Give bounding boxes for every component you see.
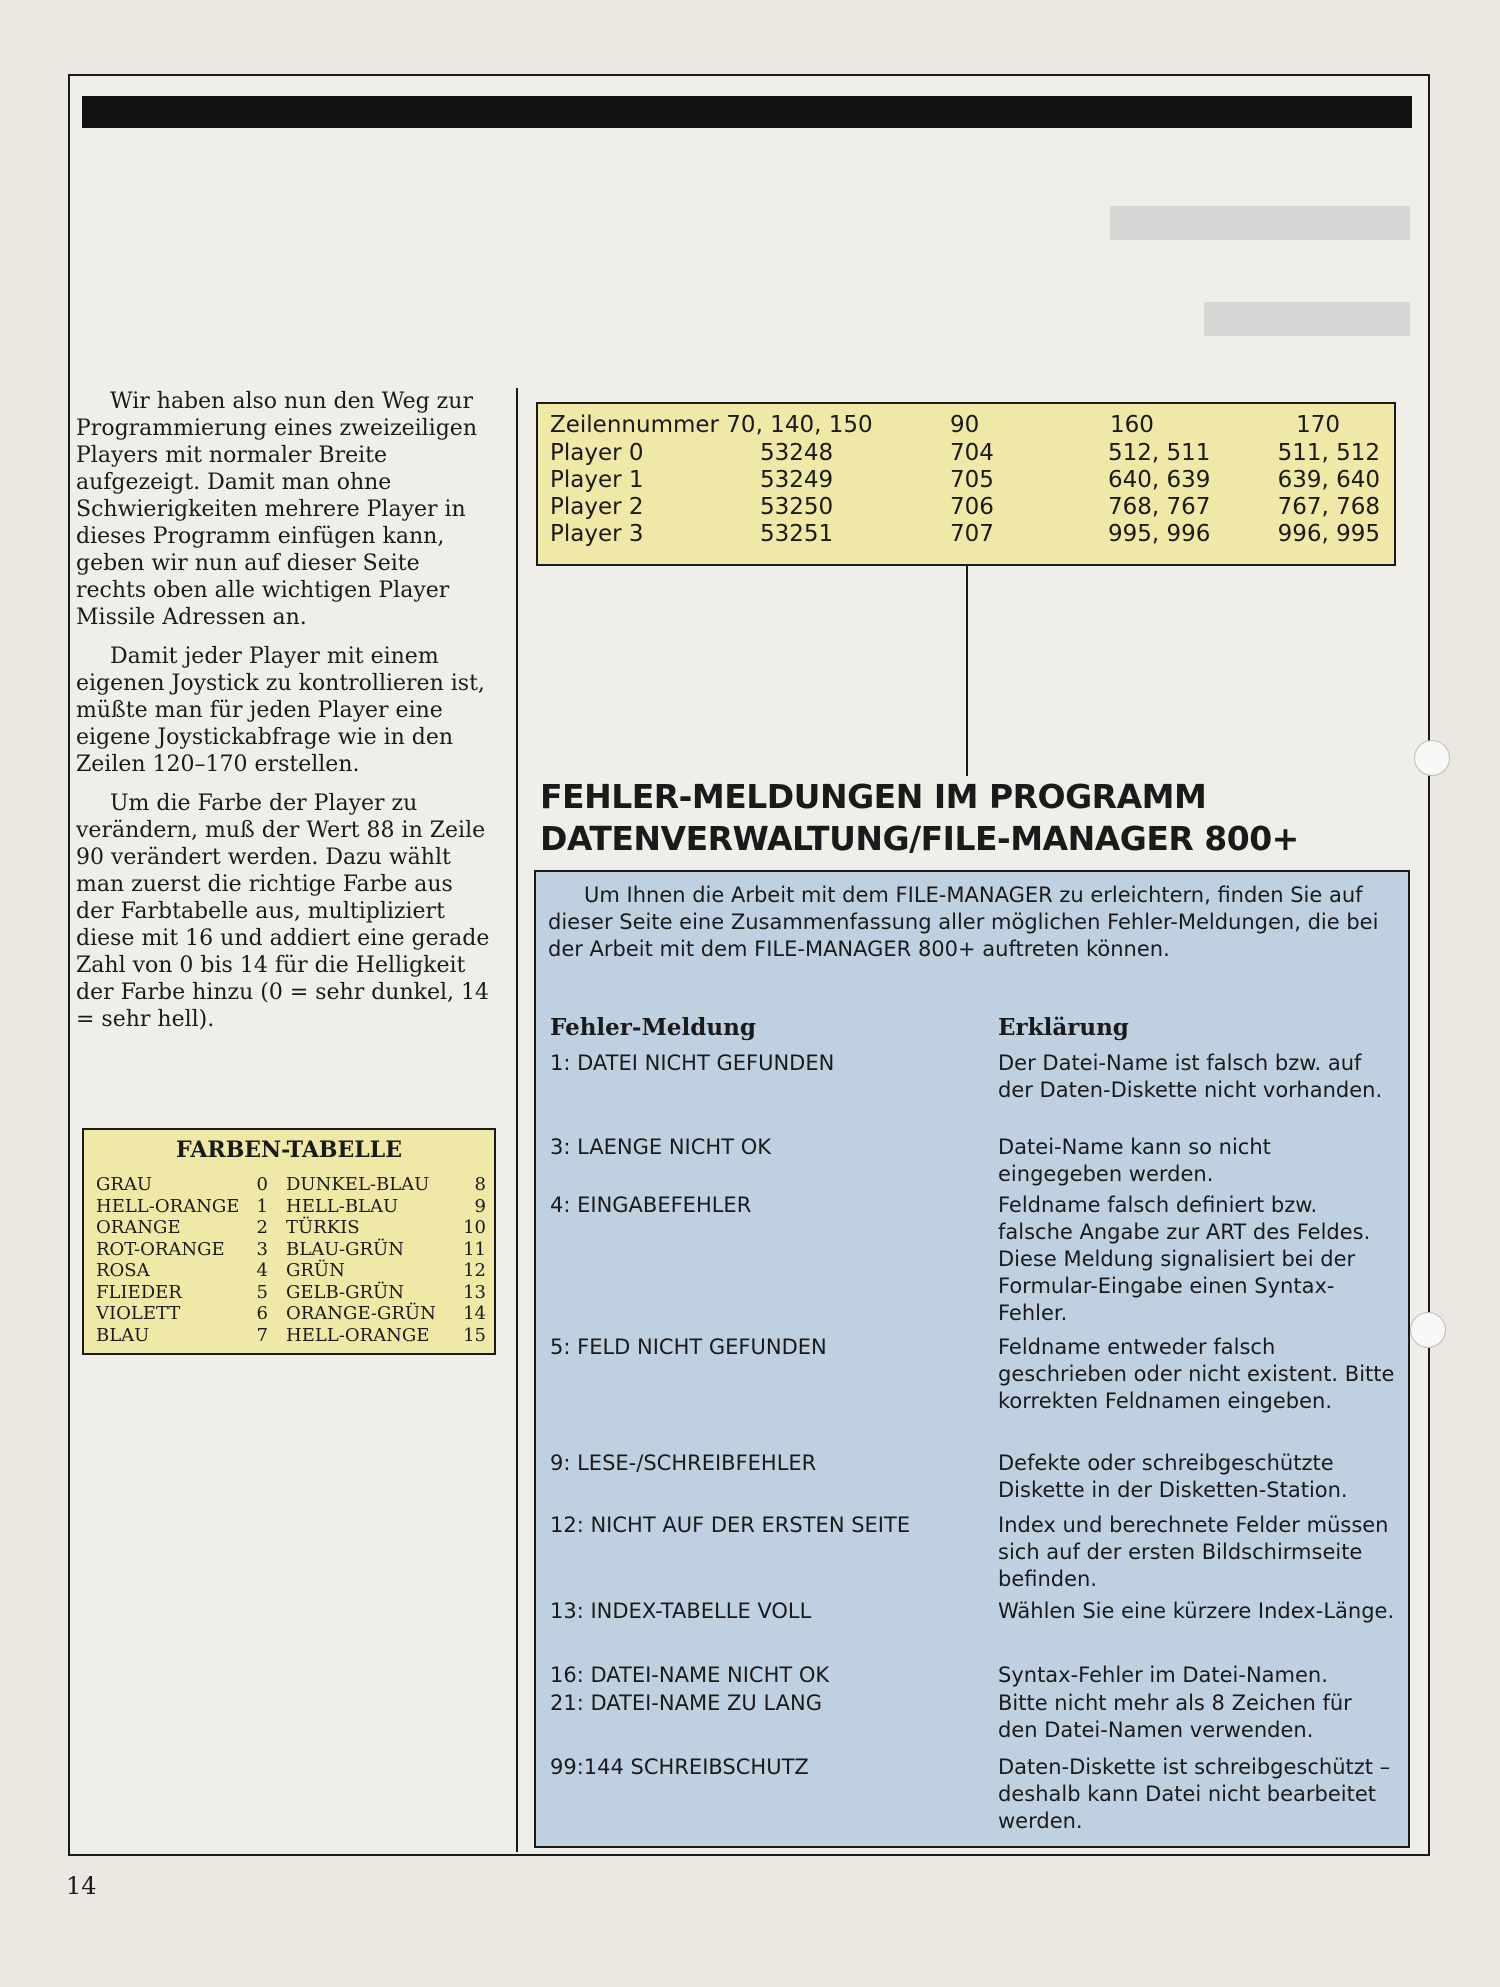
top-black-bar [82, 96, 1412, 128]
player-header-cell: 170 [1296, 412, 1340, 438]
paragraph: Damit jeder Player mit einem eigenen Joystick zu kontrollieren ist, müßte man für jeden Player eine eigene Joystickabfrage wie in den Zeilen 120–170 erstellen. [76, 644, 485, 777]
bleed-through-box [1110, 206, 1410, 240]
left-column-text [76, 388, 496, 1045]
color-number: 10 [463, 1217, 486, 1238]
player-table-header [550, 412, 1380, 439]
heading-line-2: DATENVERWALTUNG/FILE-MANAGER 800+ [540, 819, 1299, 858]
player-cell: 53248 [760, 440, 834, 466]
column-header-code: Fehler-Meldung [550, 1014, 756, 1041]
color-number: 0 [256, 1174, 268, 1195]
player-cell: 53250 [760, 494, 834, 520]
error-description: Wählen Sie eine kürzere Index-Länge. [998, 1599, 1395, 1623]
color-name: VIOLETT [96, 1303, 181, 1324]
player-cell: Player 2 [550, 494, 644, 520]
color-name: FLIEDER [96, 1281, 182, 1303]
color-name: DUNKEL-BLAU [286, 1174, 430, 1195]
color-name: HELL-ORANGE [96, 1195, 240, 1217]
player-header-cell: 90 [950, 412, 980, 438]
player-table-row [550, 440, 1380, 467]
player-cell: 511, 512 [1277, 440, 1380, 466]
color-name: HELL-BLAU [286, 1195, 399, 1217]
farben-tabelle-title: FARBEN-TABELLE [176, 1137, 402, 1163]
player-cell: 996, 995 [1277, 521, 1380, 547]
farben-row [96, 1303, 486, 1325]
farben-row [96, 1217, 486, 1239]
farben-tabelle [82, 1128, 496, 1355]
error-code: 9: LESE-/SCHREIBFEHLER [550, 1451, 817, 1475]
color-number: 9 [474, 1195, 486, 1217]
color-number: 12 [463, 1260, 486, 1281]
color-number: 7 [256, 1324, 268, 1346]
farben-tabelle-grid [96, 1174, 486, 1346]
color-name: BLAU-GRÜN [286, 1238, 404, 1260]
farben-row [96, 1282, 486, 1304]
error-description: Defekte oder schreibgeschützte Diskette in der Disketten-Station. [998, 1451, 1348, 1502]
color-name: ROT-ORANGE [96, 1238, 225, 1260]
player-cell: 704 [950, 440, 994, 466]
player-cell: 53251 [760, 521, 834, 547]
error-code: 5: FELD NICHT GEFUNDEN [550, 1335, 827, 1359]
error-description: Der Datei-Name ist falsch bzw. auf der Daten-Diskette nicht vorhanden. [998, 1051, 1383, 1102]
paragraph: Wir haben also nun den Weg zur Programmierung eines zweizeiligen Players mit normaler Breite aufgezeigt. Damit man ohne Schwierigkeiten mehrere Player in dieses Programm einfügen kann, geben wir nun auf dieser Seite rechts oben alle wichtigen Player Missile Adressen an. [76, 389, 477, 630]
fehler-meldungen-box [534, 870, 1410, 1848]
punch-hole [1410, 1312, 1446, 1348]
intro-text [548, 882, 1388, 963]
player-cell: 705 [950, 467, 994, 493]
connector-line [966, 566, 968, 776]
farben-row [96, 1239, 486, 1261]
color-number: 11 [463, 1238, 486, 1260]
farben-row [96, 1325, 486, 1347]
color-name: TÜRKIS [286, 1217, 360, 1238]
color-number: 5 [256, 1281, 268, 1303]
color-number: 3 [256, 1238, 268, 1260]
color-number: 14 [463, 1303, 486, 1324]
paragraph: Um die Farbe der Player zu verändern, muß der Wert 88 in Zeile 90 verändert werden. Dazu wählt man zuerst die richtige Farbe aus der Farbtabelle aus, multipliziert diese mit 16 und addiert eine gerade Zahl von 0 bis 14 für die Helligkeit der Farbe hinzu (0 = sehr dunkel, 14 = sehr hell). [76, 791, 490, 1032]
player-cell: 768, 767 [1108, 494, 1211, 520]
error-description: Datei-Name kann so nicht eingegeben werden. [998, 1135, 1271, 1186]
heading-line-1: FEHLER-MELDUNGEN IM PROGRAMM [540, 777, 1207, 816]
farben-row [96, 1174, 486, 1196]
color-name: GELB-GRÜN [286, 1281, 404, 1303]
color-number: 1 [256, 1195, 268, 1217]
section-heading [540, 776, 1420, 860]
error-description: Daten-Diskette ist schreibgeschützt – deshalb kann Datei nicht bearbeitet werden. [998, 1755, 1391, 1833]
color-number: 15 [463, 1324, 486, 1346]
player-header-cell: Zeilennummer 70, 140, 150 [550, 412, 873, 438]
player-table-row [550, 494, 1380, 521]
color-number: 4 [256, 1260, 268, 1281]
error-code: 21: DATEI-NAME ZU LANG [550, 1691, 822, 1715]
column-header-desc: Erklärung [998, 1014, 1129, 1041]
punch-hole [1414, 740, 1450, 776]
player-cell: Player 0 [550, 440, 644, 466]
error-code: 3: LAENGE NICHT OK [550, 1135, 772, 1159]
player-cell: 639, 640 [1277, 467, 1380, 493]
color-number: 13 [463, 1281, 486, 1303]
color-name: GRAU [96, 1174, 153, 1195]
error-code: 12: NICHT AUF DER ERSTEN SEITE [550, 1513, 911, 1537]
player-table-row [550, 521, 1380, 548]
color-name: ROSA [96, 1260, 150, 1281]
error-description: Bitte nicht mehr als 8 Zeichen für den Datei-Namen verwenden. [998, 1691, 1352, 1742]
column-divider [516, 388, 518, 1852]
color-number: 8 [474, 1174, 486, 1195]
player-table-row [550, 467, 1380, 494]
error-description: Syntax-Fehler im Datei-Namen. [998, 1663, 1328, 1687]
error-description: Feldname falsch definiert bzw. falsche Angabe zur ART des Feldes. Diese Meldung signalisiert bei der Formular-Eingabe einen Syntax-Fehler. [998, 1193, 1371, 1325]
player-cell: 767, 768 [1277, 494, 1380, 520]
color-number: 2 [256, 1217, 268, 1238]
player-cell: Player 3 [550, 521, 644, 547]
error-code: 1: DATEI NICHT GEFUNDEN [550, 1051, 835, 1075]
player-cell: 512, 511 [1108, 440, 1211, 466]
player-cell: 706 [950, 494, 994, 520]
intro-paragraph: Um Ihnen die Arbeit mit dem FILE-MANAGER zu erleichtern, finden Sie auf dieser Seite eine Zusammenfassung aller möglichen Fehler-Meldungen, die bei der Arbeit mit dem FILE-MANAGER 800+ auftreten können. [548, 883, 1379, 961]
farben-row [96, 1260, 486, 1282]
player-address-table [536, 402, 1396, 566]
player-header-cell: 160 [1110, 412, 1154, 438]
player-cell: 640, 639 [1108, 467, 1211, 493]
player-cell: Player 1 [550, 467, 644, 493]
error-description: Index und berechnete Felder müssen sich auf der ersten Bildschirmseite befinden. [998, 1513, 1389, 1591]
page-number: 14 [66, 1872, 97, 1900]
color-name: ORANGE [96, 1217, 181, 1238]
error-code: 13: INDEX-TABELLE VOLL [550, 1599, 812, 1623]
bleed-through-box [1204, 302, 1410, 336]
error-code: 4: EINGABEFEHLER [550, 1193, 752, 1217]
color-number: 6 [256, 1303, 268, 1324]
error-description: Feldname entweder falsch geschrieben oder nicht existent. Bitte korrekten Feldnamen eingeben. [998, 1335, 1395, 1413]
color-name: ORANGE-GRÜN [286, 1303, 436, 1324]
player-cell: 995, 996 [1108, 521, 1211, 547]
error-code: 16: DATEI-NAME NICHT OK [550, 1663, 830, 1687]
player-cell: 53249 [760, 467, 834, 493]
color-name: HELL-ORANGE [286, 1324, 430, 1346]
color-name: GRÜN [286, 1260, 345, 1281]
farben-row [96, 1196, 486, 1218]
color-name: BLAU [96, 1324, 150, 1346]
player-cell: 707 [950, 521, 994, 547]
error-code: 99:144 SCHREIBSCHUTZ [550, 1755, 809, 1779]
